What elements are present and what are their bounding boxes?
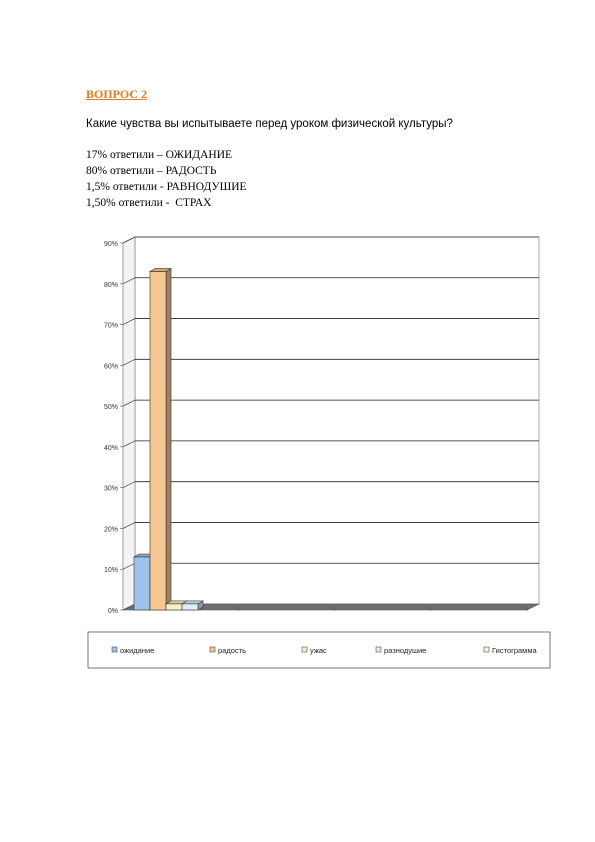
y-tick-label: 80% xyxy=(103,281,118,289)
bar-радость xyxy=(150,272,166,610)
answer-line: 80% ответили – РАДОСТЬ xyxy=(86,165,217,177)
legend-swatch xyxy=(376,647,381,652)
answer-line: 17% ответили – ОЖИДАНИЕ xyxy=(86,149,233,161)
legend-label: разнодушие xyxy=(384,646,427,655)
legend-swatch xyxy=(210,647,215,652)
answer-line: 1,50% ответили - СТРАХ xyxy=(86,197,212,209)
y-tick-label: 50% xyxy=(103,404,118,412)
legend-label: Гистограмма xyxy=(492,646,537,655)
y-tick-label: 30% xyxy=(103,485,118,493)
bar-side-радость xyxy=(166,269,171,610)
legend-swatch xyxy=(484,647,489,652)
legend-label: ужас xyxy=(310,646,327,655)
legend-swatch xyxy=(112,647,117,652)
y-tick-label: 60% xyxy=(103,363,118,371)
y-tick-label: 40% xyxy=(103,444,118,452)
y-tick-label: 10% xyxy=(103,567,118,575)
answer-line: 1,5% ответили - РАВНОДУШИЕ xyxy=(86,181,247,193)
bar-ужас xyxy=(166,604,182,610)
y-tick-label: 90% xyxy=(103,241,118,248)
question-heading: ВОПРОС 2 xyxy=(86,87,148,101)
legend-label: радость xyxy=(218,646,246,655)
y-tick-label: 70% xyxy=(103,322,118,330)
y-tick-label: 0% xyxy=(107,608,118,615)
back-wall xyxy=(135,237,539,604)
legend-label: ожидание xyxy=(120,646,155,655)
question-text: Какие чувства вы испытываете перед уроком физической культуры? xyxy=(86,118,453,130)
y-tick-label: 20% xyxy=(103,526,118,534)
side-wall xyxy=(123,237,135,610)
bar-ожидание xyxy=(134,557,150,610)
legend-swatch xyxy=(302,647,307,652)
bar-разнодушие xyxy=(182,604,198,610)
